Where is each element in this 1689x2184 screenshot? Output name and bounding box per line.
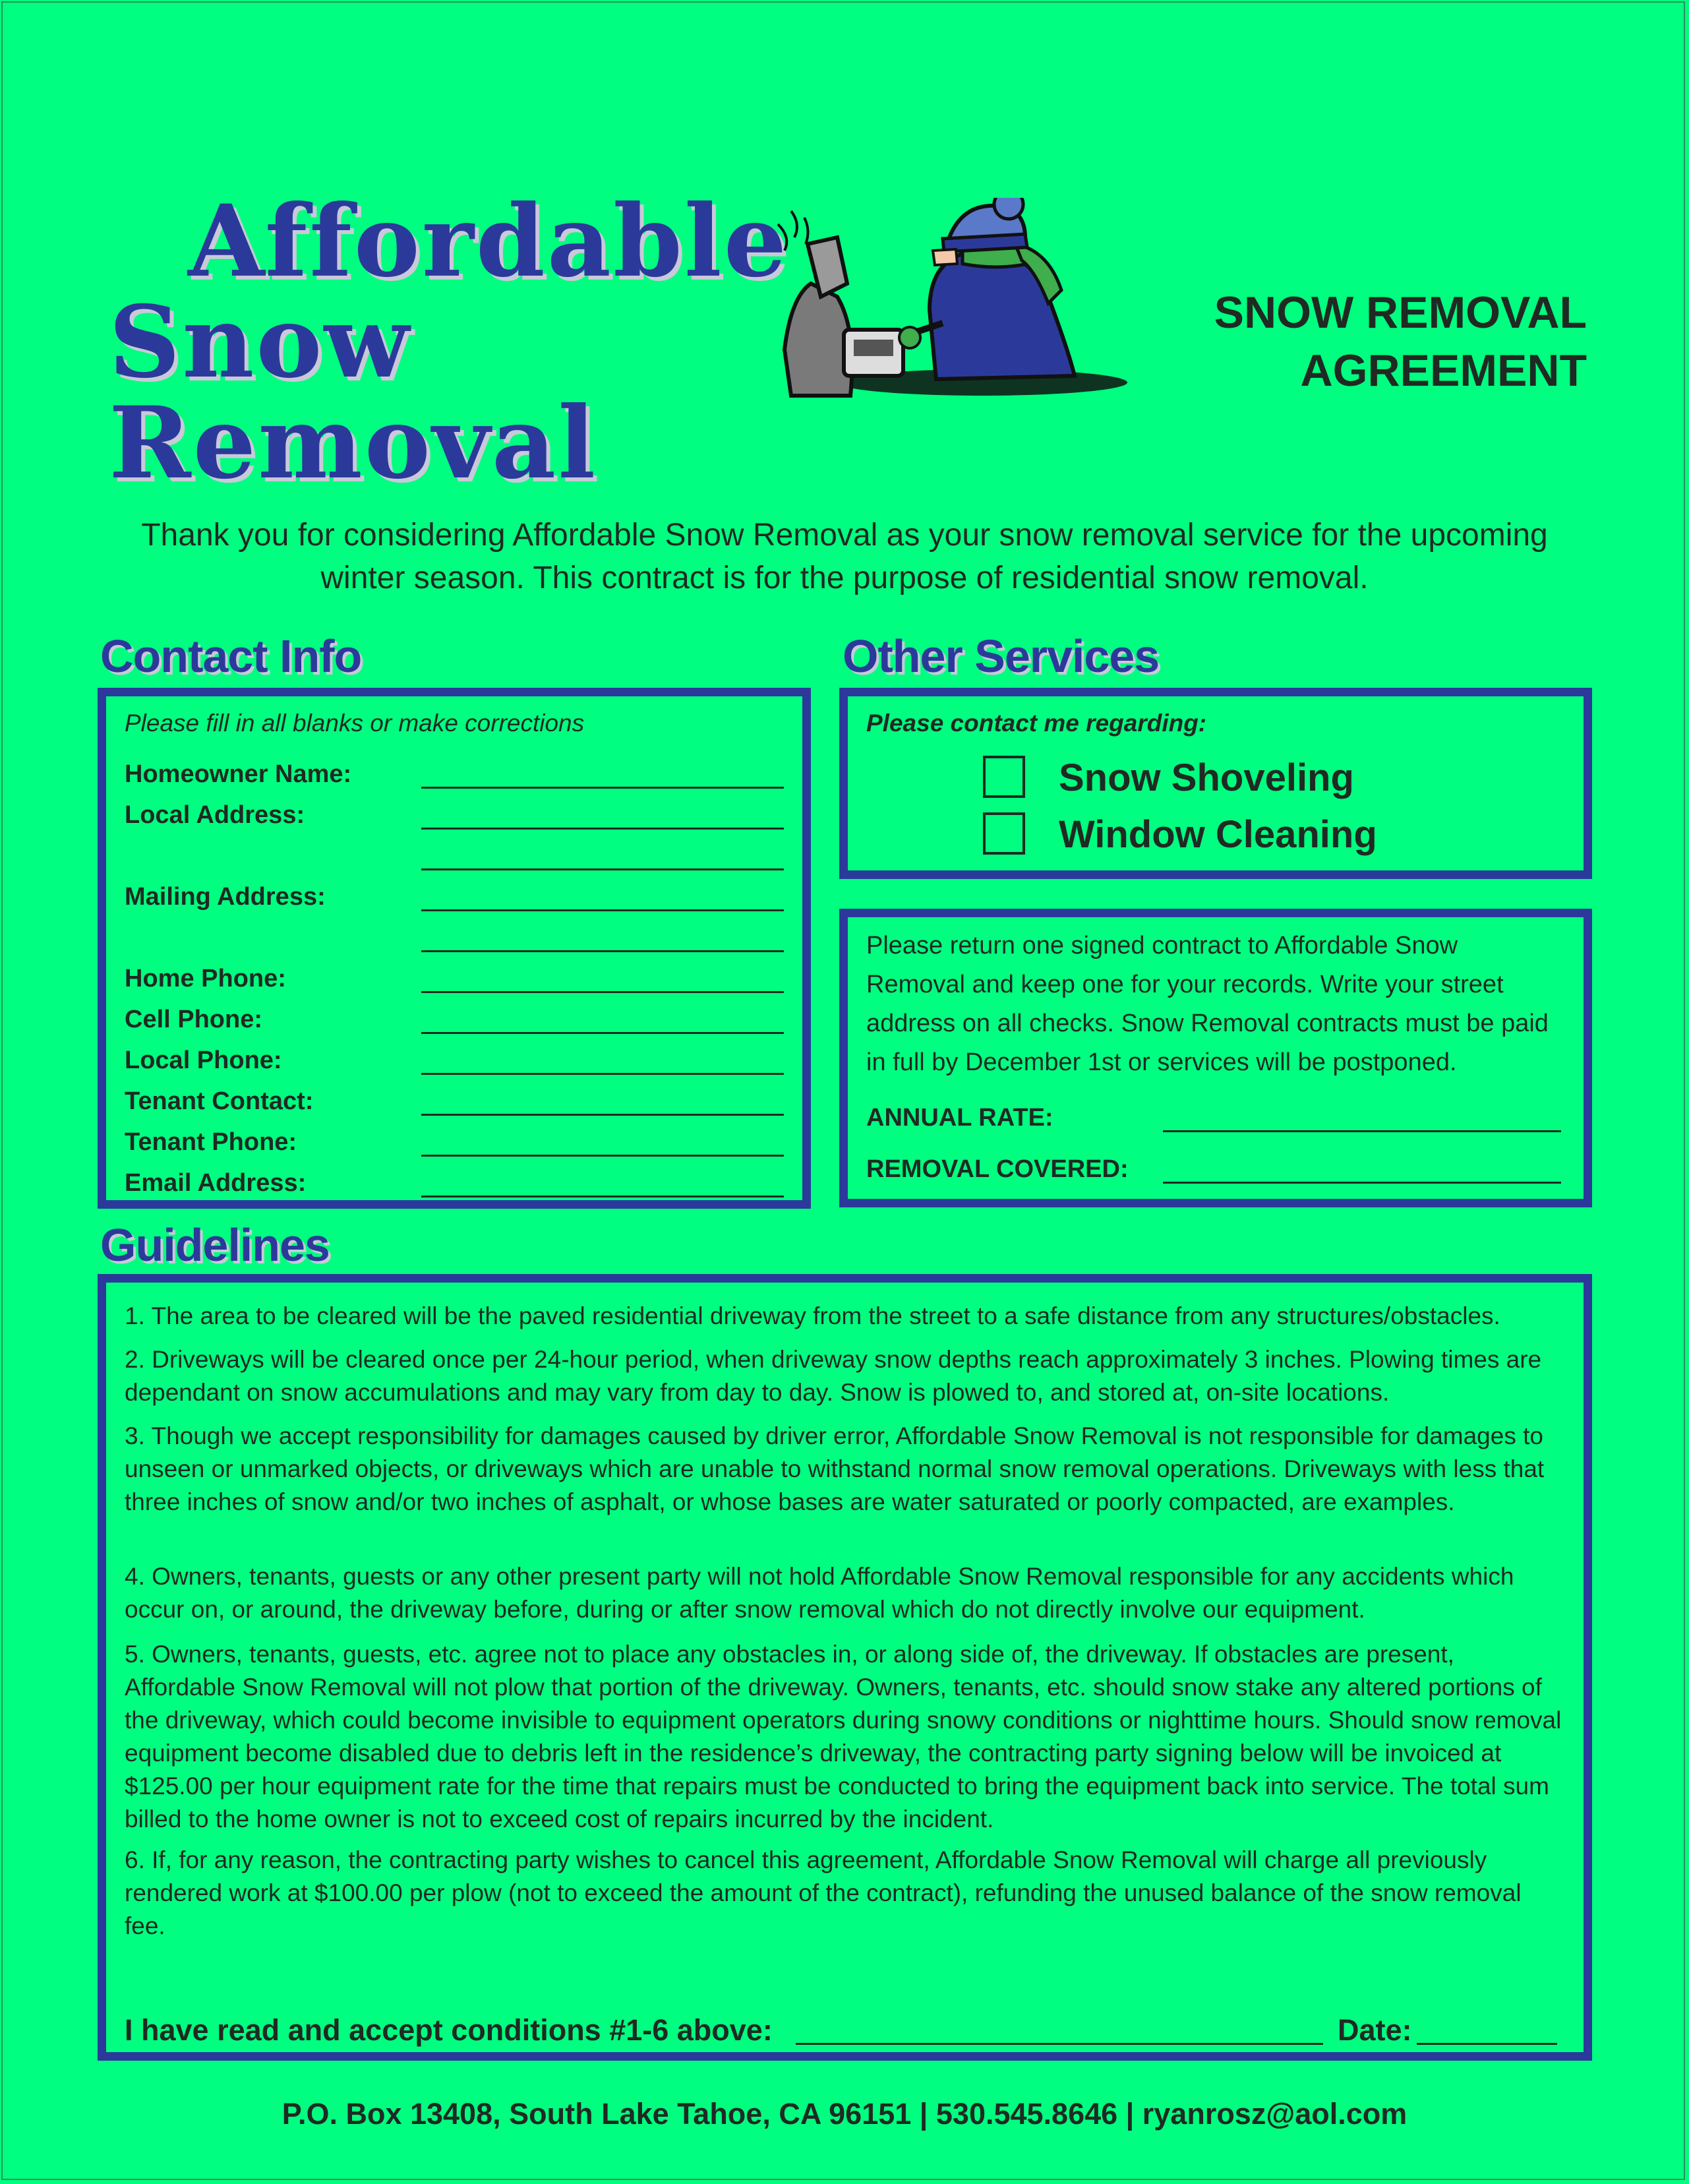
company-logo — [109, 183, 789, 501]
tenant-contact-field[interactable] — [125, 1077, 784, 1118]
guideline-5: 5. Owners, tenants, guests, etc. agree not to place any obstacles in, or along side of, the driveway. If obstacles are present, Affordable Snow Removal will not plow that portion of the driveway. Owners, tenants, etc. should snow stake any altered portions of the driveway, which could become invisible to equipment operators during snowy conditions or nighttime hours. Should snow removal equipment become disabled due to debris left in the residence’s driveway, the contracting party signing below will be invoiced at $125.00 per hour equipment rate for the time that repairs must be conducted to bring the equipment back into service. The total sum billed to the home owner is not to exceed cost of repairs incurred by the incident. — [125, 1641, 1562, 1833]
guidelines-heading: Guidelines — [100, 1219, 330, 1271]
snow-shoveling-label: Snow Shoveling — [1059, 756, 1354, 799]
home-phone-field[interactable] — [125, 955, 784, 996]
cell-phone-field[interactable] — [125, 996, 784, 1037]
local-phone-field[interactable] — [125, 1037, 784, 1077]
accept-conditions-label: I have read and accept conditions #1-6 above: — [125, 2013, 773, 2047]
signature-blank[interactable] — [796, 2043, 1323, 2045]
cell-phone-blank[interactable] — [421, 1032, 784, 1034]
snow-shoveling-checkbox[interactable] — [983, 756, 1025, 798]
other-services-box — [839, 688, 1592, 879]
window-cleaning-label: Window Cleaning — [1059, 813, 1377, 856]
contact-info-heading: Contact Info — [100, 630, 362, 682]
window-cleaning-checkbox[interactable] — [983, 812, 1025, 855]
local-address-field[interactable] — [125, 791, 784, 832]
tenant-contact-blank[interactable] — [421, 1114, 784, 1116]
intro-paragraph: Thank you for considering Affordable Snow Removal as your snow removal service for the upcoming winter season. This contract is for the purpose of residential snow removal. — [141, 518, 1548, 595]
removal-covered-label: REMOVAL COVERED: — [866, 1155, 1129, 1183]
snowblower-mascot-icon — [765, 198, 1134, 409]
email-address-label: Email Address: — [125, 1169, 307, 1197]
guidelines-box — [98, 1274, 1592, 2061]
home-phone-label: Home Phone: — [125, 965, 286, 992]
title-line-2: AGREEMENT — [1300, 346, 1587, 396]
cell-phone-label: Cell Phone: — [125, 1006, 263, 1033]
guideline-2: 2. Driveways will be cleared once per 24-hour period, when driveway snow depths reach approximately 3 inches. Plowing times are dependant on snow accumulations and may vary from day to day. Snow is plowed to, and stored at, on-site locations. — [125, 1346, 1542, 1406]
tenant-phone-label: Tenant Phone: — [125, 1128, 297, 1156]
signature-row — [125, 2008, 1557, 2050]
removal-covered-blank[interactable] — [1163, 1182, 1561, 1184]
logo-line-1: Affordable — [188, 183, 789, 299]
tenant-phone-field[interactable] — [125, 1118, 784, 1159]
annual-rate-blank[interactable] — [1163, 1130, 1561, 1132]
home-phone-blank[interactable] — [421, 991, 784, 993]
date-blank[interactable] — [1417, 2043, 1557, 2045]
local-address-blank-2[interactable] — [421, 868, 784, 870]
tenant-contact-label: Tenant Contact: — [125, 1087, 314, 1115]
mailing-address-line2-field[interactable] — [125, 914, 784, 955]
local-address-line2-field[interactable] — [125, 832, 784, 873]
footer-contact: P.O. Box 13408, South Lake Tahoe, CA 96151 | 530.545.8646 | ryanrosz@aol.com — [282, 2097, 1408, 2131]
local-address-label: Local Address: — [125, 801, 305, 829]
removal-covered-field[interactable] — [866, 1147, 1561, 1186]
local-address-blank[interactable] — [421, 828, 784, 830]
document-title — [1125, 284, 1587, 400]
homeowner-name-field[interactable] — [125, 750, 784, 791]
email-address-field[interactable] — [125, 1159, 784, 1200]
contact-info-box — [98, 688, 811, 1209]
homeowner-name-blank[interactable] — [421, 787, 784, 789]
mailing-address-blank-2[interactable] — [421, 950, 784, 952]
email-address-blank[interactable] — [421, 1196, 784, 1198]
local-phone-label: Local Phone: — [125, 1046, 282, 1074]
logo-line-2: Snow Removal — [109, 284, 598, 501]
mailing-address-blank[interactable] — [421, 909, 784, 911]
guideline-1: 1. The area to be cleared will be the paved residential driveway from the street to a safe distance from any structures/obstacles. — [125, 1302, 1500, 1329]
title-line-1: SNOW REMOVAL — [1214, 288, 1587, 338]
return-info-box — [839, 909, 1592, 1207]
contact-hint: Please fill in all blanks or make corrections — [125, 710, 585, 737]
guideline-4: 4. Owners, tenants, guests or any other present party will not hold Affordable Snow Removal responsible for any accidents which occur on, or around, the driveway before, during or after snow removal which do not directly involve our equipment. — [125, 1563, 1514, 1623]
services-hint: Please contact me regarding: — [866, 710, 1207, 737]
tenant-phone-blank[interactable] — [421, 1155, 784, 1157]
guideline-6: 6. If, for any reason, the contracting party wishes to cancel this agreement, Affordable Snow Removal will charge all previously rendered work at $100.00 per plow (not to exceed the amount of the contract), refunding the unused balance of the snow removal fee. — [125, 1846, 1522, 1939]
mailing-address-field[interactable] — [125, 873, 784, 914]
annual-rate-label: ANNUAL RATE: — [866, 1104, 1053, 1132]
homeowner-name-label: Homeowner Name: — [125, 760, 352, 788]
guideline-3: 3. Though we accept responsibility for damages caused by driver error, Affordable Snow Removal is not responsible for damages to unseen or unmarked objects, or driveways which are unable to withstand normal snow removal operations. Driveways with less that three inches of snow and/or two inches of asphalt, or whose bases are water saturated or poorly compacted, are examples. — [125, 1422, 1545, 1515]
return-instructions: Please return one signed contract to Affordable Snow Removal and keep one for your records. Write your street address on all checks. Snow Removal contracts must be paid in full by December 1st or services will be postponed. — [866, 932, 1549, 1076]
mailing-address-label: Mailing Address: — [125, 883, 326, 911]
date-label: Date: — [1338, 2013, 1412, 2047]
other-services-heading: Other Services — [843, 630, 1160, 682]
annual-rate-field[interactable] — [866, 1095, 1561, 1135]
local-phone-blank[interactable] — [421, 1073, 784, 1075]
